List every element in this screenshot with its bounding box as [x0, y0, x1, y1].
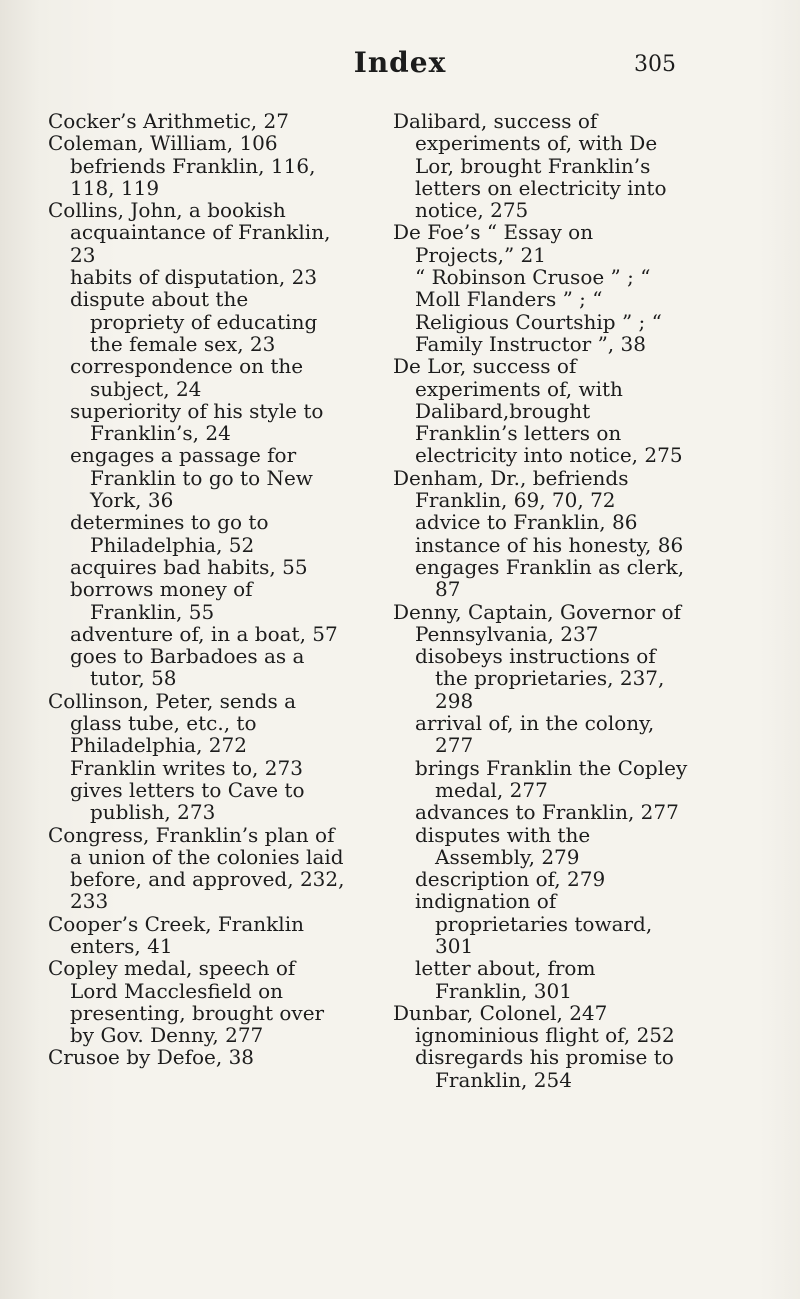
index-subentry: brings Franklin the Copley medal, 277	[415, 755, 688, 802]
index-entry: Cooper’s Creek, Franklin enters, 41	[48, 911, 304, 958]
index-subentry: instance of his honesty, 86	[415, 532, 684, 557]
index-entry: Copley medal, speech of Lord Macclesfield on presenting, brought over by Gov. Denny, 277	[48, 956, 325, 1048]
index-subentry: dispute about the propriety of educating the female sex, 23	[70, 287, 318, 356]
index-entry: De Foe’s “ Essay on Projects,” 21	[393, 220, 594, 267]
index-subentry: disregards his promise to Franklin, 254	[415, 1045, 674, 1092]
index-entry: Dalibard, success of experiments of, with De Lor, brought Franklin’s letters on electricity into notice, 275	[393, 109, 667, 223]
page-header	[0, 44, 800, 84]
index-subentry: habits of disputation, 23	[70, 265, 318, 290]
index-column-left	[48, 110, 348, 1069]
running-head: Index	[353, 46, 447, 79]
index-entry: Congress, Franklin’s plan of a union of the colonies laid before, and approved, 232, 233	[48, 822, 345, 914]
index-subentry: engages a passage for Franklin to go to New York, 36	[70, 443, 313, 513]
index-subentry: disobeys instructions of the proprietaries, 237, 298	[415, 644, 665, 713]
index-entry: Denham, Dr., befriends Franklin, 69, 70, 72	[393, 465, 629, 513]
index-subentry: correspondence on the subject, 24	[70, 354, 304, 401]
index-subentry: adventure of, in a boat, 57	[70, 621, 338, 646]
index-subentry: description of, 279	[415, 867, 606, 892]
index-subentry: “ Robinson Crusoe ” ; “ Moll Flanders ” ; “ Religious Courtship ” ; “ Family Instructor ”, 38	[415, 265, 662, 356]
index-subentry: indignation of proprietaries toward, 301	[415, 889, 653, 958]
index-entry: De Lor, success of experiments of, with Dalibard,brought Franklin’s letters on electricity into notice, 275	[393, 354, 683, 468]
index-subentry: letter about, from Franklin, 301	[415, 956, 596, 1003]
index-entry: Cocker’s Arithmetic, 27	[48, 109, 289, 133]
index-subentry: acquires bad habits, 55	[70, 554, 308, 579]
index-subentry: goes to Barbadoes as a tutor, 58	[70, 644, 305, 691]
index-entry: Collinson, Peter, sends a glass tube, etc., to Philadelphia, 272	[48, 688, 296, 758]
index-column-right	[393, 110, 693, 1091]
index-subentry: engages Franklin as clerk, 87	[415, 554, 685, 602]
index-subentry: advances to Franklin, 277	[415, 800, 679, 825]
index-subentry: ignominious flight of, 252	[415, 1023, 675, 1048]
index-subentry: Franklin writes to, 273	[70, 755, 303, 780]
index-entry: Coleman, William, 106 befriends Franklin, 116, 118, 119	[48, 131, 316, 200]
index-subentry: superiority of his style to Franklin’s, 24	[70, 398, 324, 446]
index-subentry: gives letters to Cave to publish, 273	[70, 777, 305, 825]
index-subentry: disputes with the Assembly, 279	[415, 822, 591, 869]
index-subentry: determines to go to Philadelphia, 52	[70, 510, 269, 557]
page-number: 305	[634, 52, 676, 77]
index-subentry: arrival of, in the colony, 277	[415, 711, 655, 758]
index-entry: Crusoe by Defoe, 38	[48, 1045, 255, 1070]
index-subentry: borrows money of Franklin, 55	[70, 577, 253, 624]
index-entry: Denny, Captain, Governor of Pennsylvania, 237	[393, 599, 681, 646]
index-subentry: advice to Franklin, 86	[415, 510, 638, 535]
index-entry: Collins, John, a bookish acquaintance of Franklin, 23	[48, 198, 331, 267]
index-entry: Dunbar, Colonel, 247	[393, 1000, 608, 1025]
